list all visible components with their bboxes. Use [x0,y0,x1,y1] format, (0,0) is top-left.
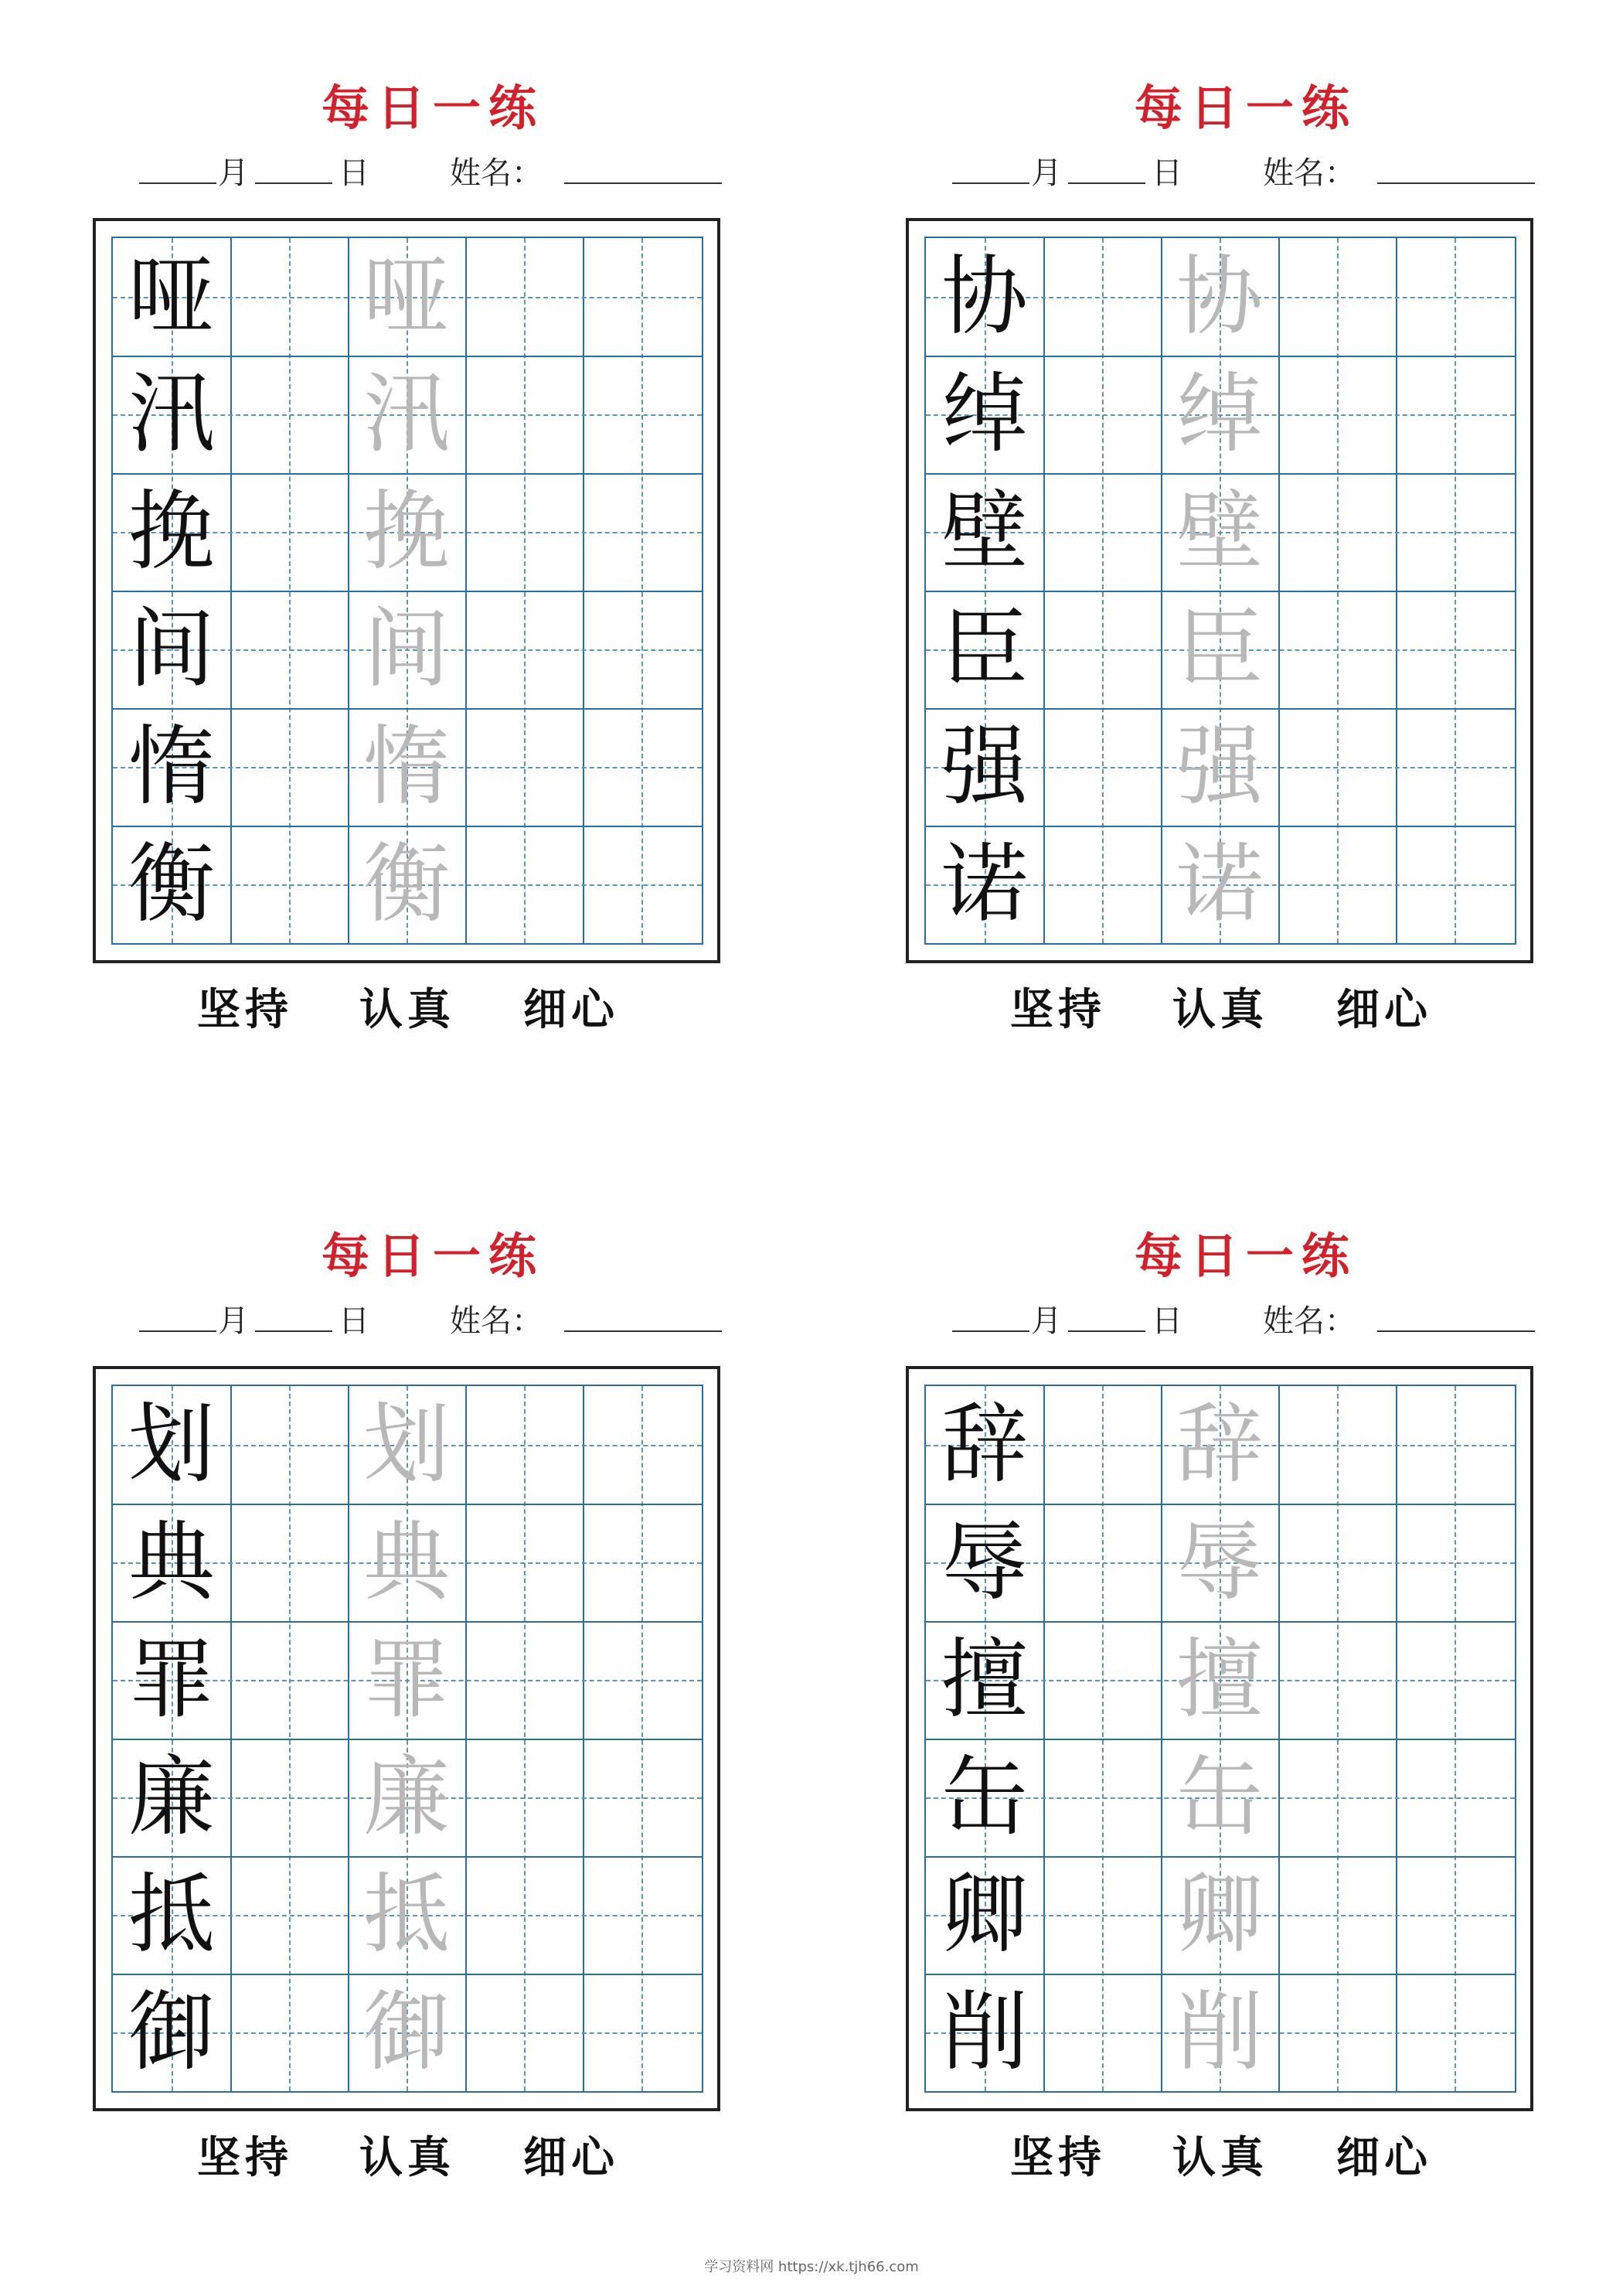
trace-character: 辞 [1176,1395,1263,1495]
motto-meticulous: 细心 [523,984,619,1035]
sheet-title: 每日一练 [1134,80,1357,136]
model-character: 廉 [128,1747,215,1848]
month-blank[interactable] [952,182,1029,184]
date-name-line [906,1296,1586,1343]
model-character: 绰 [941,364,1028,465]
month-blank[interactable] [139,182,216,184]
trace-character: 削 [1176,1982,1263,2083]
practice-sheet [906,0,1586,1035]
motto-persist: 坚持 [197,984,293,1035]
model-character: 典 [128,1512,215,1613]
practice-sheet [93,1148,773,2183]
motto-persist: 坚持 [1010,2132,1106,2183]
model-character: 汛 [128,364,215,465]
month-label: 月 [218,1303,249,1339]
day-blank[interactable] [1068,182,1145,184]
name-blank[interactable] [1377,1330,1535,1332]
name-label: 姓名： [1263,155,1356,191]
site-footer: 学习资料网 https://xk.tjh66.com [704,2259,919,2275]
motto-line [906,2124,1586,2183]
trace-character: 卿 [1176,1865,1263,1965]
model-character: 擅 [941,1630,1028,1730]
motto-line [93,976,773,1035]
sheet-title: 每日一练 [321,80,544,136]
practice-frame [93,218,720,963]
trace-character: 擅 [1176,1630,1263,1730]
model-character: 强 [941,717,1028,817]
day-blank[interactable] [255,182,332,184]
motto-persist: 坚持 [197,2132,293,2183]
model-character: 诺 [941,834,1028,935]
day-label: 日 [339,1303,369,1339]
motto-persist: 坚持 [1010,984,1106,1035]
trace-character: 典 [363,1512,450,1613]
motto-careful: 认真 [1172,2132,1268,2183]
tianzige-grid[interactable] [924,1385,1516,2093]
motto-careful: 认真 [1172,984,1268,1035]
trace-character: 协 [1176,247,1263,347]
model-character: 辞 [941,1395,1028,1495]
date-name-line [93,1296,773,1343]
trace-character: 间 [363,599,450,700]
trace-character: 哑 [363,247,450,347]
trace-character: 御 [363,1982,450,2083]
name-blank[interactable] [564,182,722,184]
model-character: 卿 [941,1865,1028,1965]
sheet-title: 每日一练 [321,1228,544,1284]
trace-character: 诺 [1176,834,1263,935]
model-character: 协 [941,247,1028,347]
model-character: 缶 [941,1747,1028,1848]
month-label: 月 [1031,155,1062,191]
model-character: 御 [128,1982,215,2083]
model-character: 辱 [941,1512,1028,1613]
practice-sheet [906,1148,1586,2183]
name-label: 姓名： [1263,1303,1356,1339]
trace-character: 缶 [1176,1747,1263,1848]
day-label: 日 [1152,1303,1182,1339]
model-character: 削 [941,1982,1028,2083]
trace-character: 绰 [1176,364,1263,465]
trace-character: 衡 [363,834,450,935]
trace-character: 廉 [363,1747,450,1848]
motto-careful: 认真 [359,984,455,1035]
model-character: 间 [128,599,215,700]
sheet-title: 每日一练 [1134,1228,1357,1284]
model-character: 罪 [128,1630,215,1730]
day-blank[interactable] [1068,1330,1145,1332]
practice-sheet [93,0,773,1035]
model-character: 衡 [128,834,215,935]
trace-character: 强 [1176,717,1263,817]
date-name-line [93,148,773,195]
trace-character: 臣 [1176,599,1263,700]
model-character: 抵 [128,1865,215,1965]
name-label: 姓名： [450,155,543,191]
tianzige-grid[interactable] [924,237,1516,945]
model-character: 哑 [128,247,215,347]
trace-character: 辱 [1176,1512,1263,1613]
trace-character: 壁 [1176,482,1263,582]
trace-character: 抵 [363,1865,450,1965]
model-character: 挽 [128,482,215,582]
month-label: 月 [1031,1303,1062,1339]
motto-meticulous: 细心 [1336,2132,1432,2183]
model-character: 壁 [941,482,1028,582]
practice-frame [93,1366,720,2111]
trace-character: 划 [363,1395,450,1495]
day-blank[interactable] [255,1330,332,1332]
model-character: 臣 [941,599,1028,700]
name-blank[interactable] [1377,182,1535,184]
month-blank[interactable] [139,1330,216,1332]
motto-careful: 认真 [359,2132,455,2183]
trace-character: 汛 [363,364,450,465]
practice-frame [906,1366,1533,2111]
model-character: 惰 [128,717,215,817]
trace-character: 挽 [363,482,450,582]
tianzige-grid[interactable] [111,237,703,945]
month-blank[interactable] [952,1330,1029,1332]
practice-frame [906,218,1533,963]
trace-character: 罪 [363,1630,450,1730]
name-blank[interactable] [564,1330,722,1332]
month-label: 月 [218,155,249,191]
tianzige-grid[interactable] [111,1385,703,2093]
name-label: 姓名： [450,1303,543,1339]
motto-meticulous: 细心 [523,2132,619,2183]
motto-line [906,976,1586,1035]
motto-meticulous: 细心 [1336,984,1432,1035]
trace-character: 惰 [363,717,450,817]
day-label: 日 [1152,155,1182,191]
motto-line [93,2124,773,2183]
date-name-line [906,148,1586,195]
model-character: 划 [128,1395,215,1495]
day-label: 日 [339,155,369,191]
